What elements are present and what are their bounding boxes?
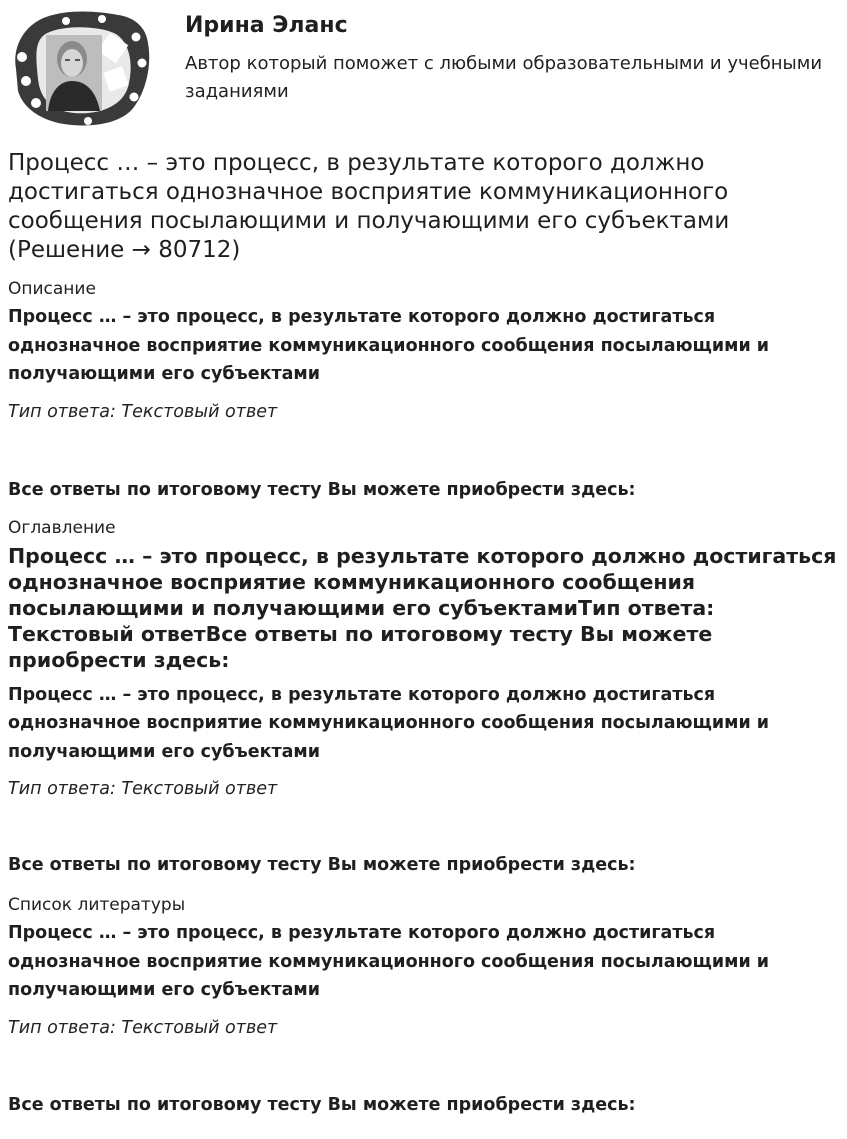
person-photo: [46, 35, 102, 111]
buy-answers-link[interactable]: Все ответы по итоговому тесту Вы можете приобрести здесь:: [8, 855, 636, 875]
toc-heading: Процесс … – это процесс, в результате которого должно достигаться однозначное восприятие коммуникационного сообщения посылающими и получающими его субъектамиТип ответа: Текстовый ответВсе ответы по итоговому тесту Вы можете приобрести здесь:: [8, 543, 837, 672]
section-label-description: Описание: [8, 279, 96, 299]
literature-section: [8, 894, 840, 1116]
author-name[interactable]: Ирина Эланс: [185, 13, 348, 38]
section-label-literature: Список литературы: [8, 895, 186, 915]
answer-type: Тип ответа: Текстовый ответ: [8, 1017, 278, 1038]
author-description: Автор который поможет с любыми образовательными и учебными заданиями: [185, 53, 823, 102]
answer-type: Тип ответа: Текстовый ответ: [8, 401, 278, 422]
answer-type: Тип ответа: Текстовый ответ: [8, 779, 278, 799]
author-header: [0, 0, 847, 140]
main-content: [8, 149, 840, 1116]
question-text: Процесс … – это процесс, в результате которого должно достигаться однозначное восприятие коммуникационного сообщения посылающими и получающими его субъектами: [8, 684, 770, 762]
author-avatar[interactable]: [6, 7, 152, 129]
question-text: Процесс … – это процесс, в результате которого должно достигаться однозначное восприятие коммуникационного сообщения посылающими и получающими его субъектами: [8, 923, 770, 1000]
buy-answers-link[interactable]: Все ответы по итоговому тесту Вы можете приобрести здесь:: [8, 1094, 636, 1115]
section-label-toc: Оглавление: [8, 517, 116, 538]
page-title: Процесс … – это процесс, в результате которого должно достигаться однозначное восприятие коммуникационного сообщения посылающими и получающими его субъектами (Решение → 80712): [8, 150, 730, 263]
question-text: Процесс … – это процесс, в результате которого должно достигаться однозначное восприятие коммуникационного сообщения посылающими и получающими его субъектами: [8, 307, 770, 384]
toc-section: [8, 517, 840, 877]
description-section: [8, 278, 840, 501]
buy-answers-link[interactable]: Все ответы по итоговому тесту Вы можете приобрести здесь:: [8, 479, 636, 500]
